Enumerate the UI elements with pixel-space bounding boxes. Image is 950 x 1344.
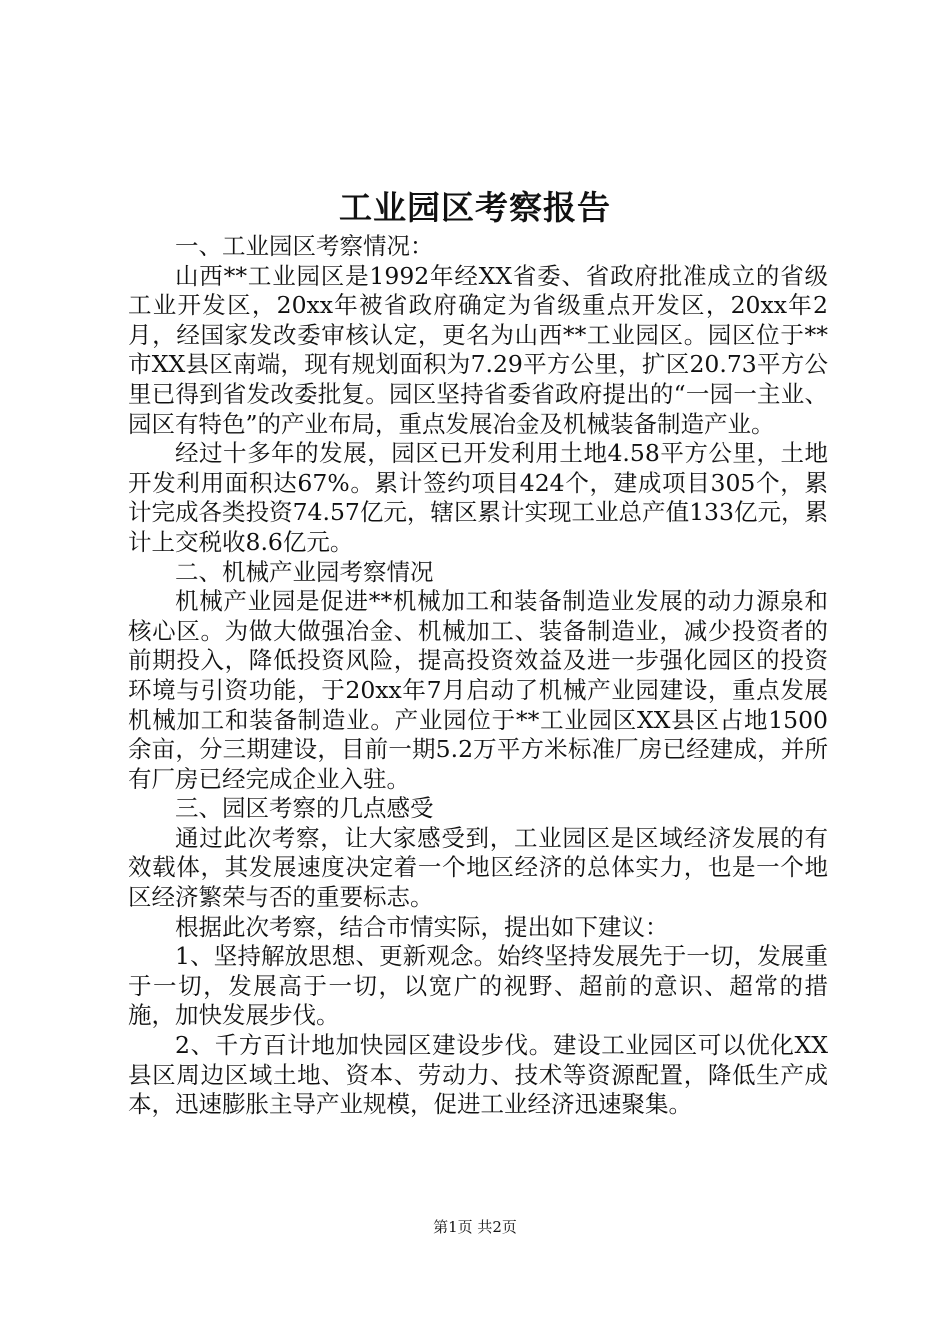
- list-item: 1、坚持解放思想、更新观念。始终坚持发展先于一切，发展重于一切，发展高于一切，以宽广的视野、超前的意识、超常的措施，加快发展步伐。: [128, 942, 828, 1030]
- paragraph: 通过此次考察，让大家感受到，工业园区是区域经济发展的有效载体，其发展速度决定着一个地区经济的总体实力，也是一个地区经济繁荣与否的重要标志。: [128, 823, 828, 912]
- paragraph: 山西**工业园区是1992年经XX省委、省政府批准成立的省级工业开发区，20xx年被省政府确定为省级重点开发区，20xx年2月，经国家发改委审核认定，更名为山西**工业园区。园区位于**市XX县区南端，现有规划面积为7.29平方公里，扩区20.73平方公里已得到省发改委批复。园区坚持省委省政府提出的“一园一主业、园区有特色”的产业布局，重点发展冶金及机械装备制造产业。: [128, 261, 828, 438]
- list-item: 2、千方百计地加快园区建设步伐。建设工业园区可以优化XX县区周边区域土地、资本、劳动力、技术等资源配置，降低生产成本，迅速膨胀主导产业规模，促进工业经济迅速聚集。: [128, 1031, 828, 1119]
- page-footer: 第1页 共2页: [433, 1218, 517, 1236]
- section-heading-1: 一、工业园区考察情况：: [175, 232, 434, 260]
- document-title: 工业园区考察报告: [339, 188, 611, 227]
- section-heading-3: 三、园区考察的几点感受: [175, 794, 434, 823]
- document-body: [128, 232, 828, 1120]
- paragraph: 经过十多年的发展，园区已开发利用土地4.58平方公里，土地开发利用面积达67%。累计签约项目424个，建成项目305个，累计完成各类投资74.57亿元，辖区累计实现工业总产值133亿元，累计上交税收8.6亿元。: [128, 439, 828, 556]
- paragraph: 根据此次考察，结合市情实际，提出如下建议：: [175, 912, 669, 941]
- paragraph: 机械产业园是促进**机械加工和装备制造业发展的动力源泉和核心区。为做大做强冶金、机械加工、装备制造业，减少投资者的前期投入，降低投资风险，提高投资效益及进一步强化园区的投资环境与引资功能，于20xx年7月启动了机械产业园建设，重点发展机械加工和装备制造业。产业园位于**工业园区XX县区占地1500余亩，分三期建设，目前一期5.2万平方米标准厂房已经建成，并所有厂房已经完成企业入驻。: [128, 587, 828, 793]
- section-heading-2: 二、机械产业园考察情况: [175, 557, 434, 586]
